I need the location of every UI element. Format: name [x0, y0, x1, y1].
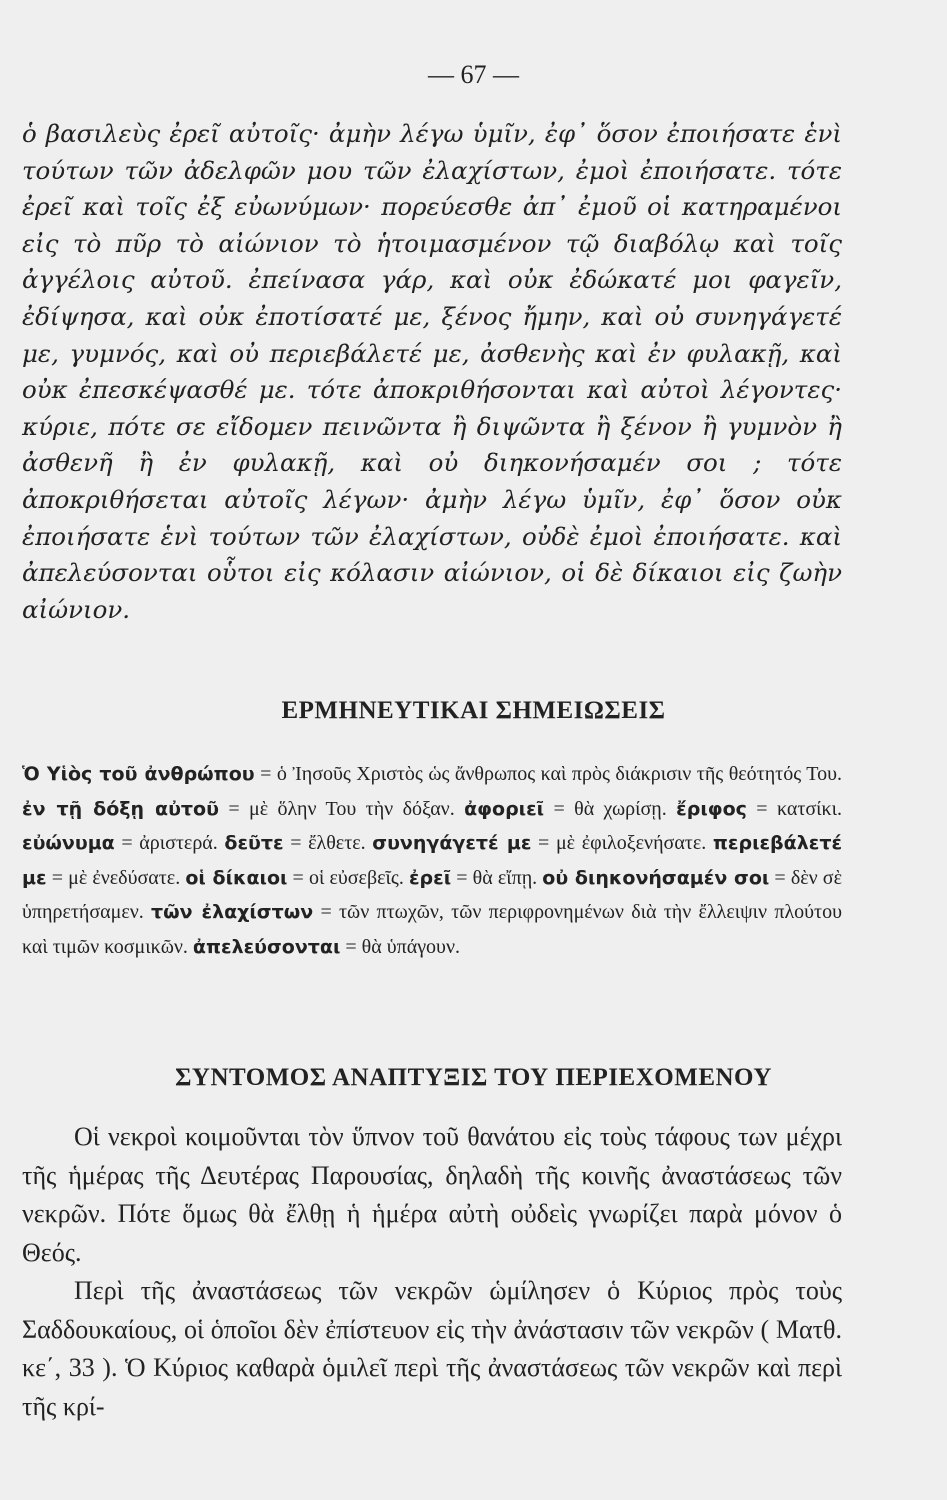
note-term: συνηγάγετέ με	[372, 832, 532, 854]
note-definition: = κατσίκι.	[746, 797, 843, 820]
note-definition: = μὲ ὅλην Του τὴν δόξαν.	[218, 797, 465, 820]
note-term: οἱ δίκαιοι	[185, 866, 288, 889]
note-term: ἔριφος	[676, 797, 747, 820]
notes-heading: ΕΡΜΗΝΕΥΤΙΚΑΙ ΣΗΜΕΙΩΣΕΙΣ	[281, 697, 666, 724]
note-definition: = μὲ ἐνεδύσατε.	[46, 866, 186, 889]
note-definition: = μὲ ἐφιλοξενήσατε.	[531, 832, 713, 854]
note-term: περιεβάλετέ με	[22, 832, 843, 889]
note-definition: = ὁ Ἰησοῦς Χριστὸς ὡς ἄνθρωπος καὶ πρὸς διάκρισιν τῆς θεότητός Του.	[254, 763, 842, 785]
content-summary	[22, 1118, 842, 1426]
summary-heading: ΣΥΝΤΟΜΟΣ ΑΝΑΠΤΥΞΙΣ ΤΟΥ ΠΕΡΙΕΧΟΜΕΝΟΥ	[175, 1064, 772, 1091]
note-definition: = θὰ εἴπῃ.	[451, 866, 543, 889]
note-definition: = δὲν σὲ ὑπηρετήσαμεν.	[22, 866, 842, 923]
note-term: ἀπελεύσονται	[192, 935, 341, 958]
note-term: τῶν ἐλαχίστων	[151, 901, 314, 923]
note-term: ἐρεῖ	[408, 866, 452, 889]
note-term: δεῦτε	[224, 832, 284, 854]
note-definition: = τῶν πτωχῶν, τῶν περιφρονημένων διὰ τὴν ἔλλειψιν πλούτου καὶ τιμῶν κοσμικῶν.	[22, 901, 842, 958]
note-definition: = θὰ χωρίσῃ.	[544, 797, 677, 820]
note-term: εὐώνυμα	[22, 832, 115, 854]
note-term: Ὁ Υἱὸς τοῦ ἀνθρώπου	[22, 763, 255, 785]
scripture-passage: ὁ βασιλεὺς ἐρεῖ αὐτοῖς· ἀμὴν λέγω ὑμῖν, ἐφ᾽ ὅσον ἐποιήσατε ἑνὶ τούτων τῶν ἀδελφῶν μου τῶν ἐλαχίστων, ἐμοὶ ἐποιήσατε. τότε ἐρεῖ καὶ τοῖς ἐξ εὐωνύμων· πορεύεσθε ἀπ᾽ ἐμοῦ οἱ κατηραμένοι εἰς τὸ πῦρ τὸ αἰώνιον τὸ ἡτοιμασμένον τῷ διαβόλῳ καὶ τοῖς ἀγγέλοις αὐτοῦ. ἐπείνασα γάρ, καὶ οὐκ ἐδώκατέ μοι φαγεῖν, ἐδίψησα, καὶ οὐκ ἐποτίσατέ με, ξένος ἤμην, καὶ οὐ συνηγάγετέ με, γυμνός, καὶ οὐ περιεβάλετέ με, ἀσθενὴς καὶ ἐν φυλακῇ, καὶ οὐκ ἐπεσκέψασθέ με. τότε ἀποκριθήσονται καὶ αὐτοὶ λέγοντες· κύριε, πότε σε εἴδομεν πεινῶντα ἢ διψῶντα ἢ ξένον ἢ γυμνὸν ἢ ἀσθενῆ ἢ ἐν φυλακῇ, καὶ οὐ διηκονήσαμέν σοι ; τότε ἀποκριθήσεται αὐτοῖς λέγων· ἀμὴν λέγω ὑμῖν, ἐφ᾽ ὅσον οὐκ ἐποιήσατε ἑνὶ τούτων τῶν ἐλαχίστων, οὐδὲ ἐμοὶ ἐποιήσατε. καὶ ἀπελεύσονται οὗτοι εἰς κόλασιν αἰώνιον, οἱ δὲ δίκαιοι εἰς ζωὴν αἰώνιον.	[22, 119, 842, 624]
summary-paragraph: Οἱ νεκροὶ κοιμοῦνται τὸν ὕπνον τοῦ θανάτου εἰς τοὺς τάφους των μέχρι τῆς ἡμέρας τῆς Δευτέρας Παρουσίας, δηλαδὴ τῆς κοινῆς ἀναστάσεως τῶν νεκρῶν. Πότε ὅμως θὰ ἔλθῃ ἡ ἡμέρα αὐτὴ οὐδεὶς γνωρίζει παρὰ μόνον ὁ Θεός.	[22, 1122, 842, 1267]
note-definition: = ἔλθετε.	[283, 832, 373, 854]
summary-paragraph: Περὶ τῆς ἀναστάσεως τῶν νεκρῶν ὡμίλησεν ὁ Κύριος πρὸς τοὺς Σαδδουκαίους, οἱ ὁποῖοι δὲν ἐπίστευον εἰς τὴν ἀνάστασιν τῶν νεκρῶν ( Ματθ. κε΄, 33 ). Ὁ Κύριος καθαρὰ ὁμιλεῖ περὶ τῆς ἀναστάσεως τῶν νεκρῶν καὶ περὶ τῆς κρί-	[22, 1276, 842, 1421]
page-number: — 67 —	[428, 60, 519, 89]
note-definition: = θὰ ὑπάγουν.	[340, 935, 460, 958]
note-definition: = ἀριστερά.	[114, 832, 225, 854]
note-definition: = οἱ εὐσεβεῖς.	[287, 866, 409, 889]
note-term: ἐν τῇ δόξῃ αὐτοῦ	[22, 797, 219, 820]
note-term: ἀφοριεῖ	[464, 797, 545, 820]
note-term: οὐ διηκονήσαμέν σοι	[542, 866, 770, 889]
explanatory-notes	[22, 757, 842, 964]
